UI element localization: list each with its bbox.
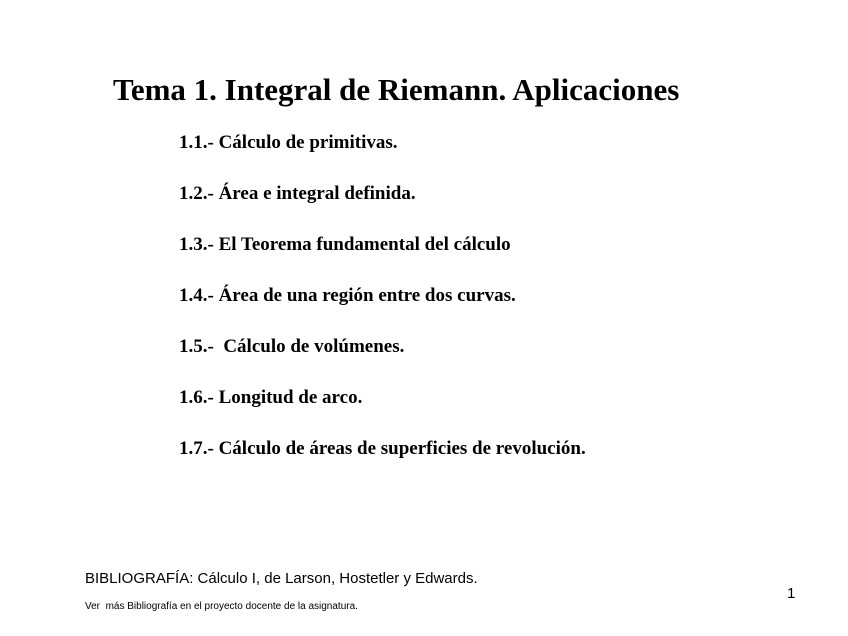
topic-item: 1.2.- Área e integral definida.	[179, 183, 416, 204]
bibliography-line: BIBLIOGRAFÍA: Cálculo I, de Larson, Hostetler y Edwards.	[85, 570, 478, 587]
topic-item: 1.3.- El Teorema fundamental del cálculo	[179, 234, 511, 255]
topic-item: 1.1.- Cálculo de primitivas.	[179, 132, 398, 153]
bibliography-note: Ver más Bibliografía en el proyecto docente de la asignatura.	[85, 601, 358, 612]
topic-item: 1.7.- Cálculo de áreas de superficies de revolución.	[179, 438, 586, 459]
topic-item: 1.6.- Longitud de arco.	[179, 387, 363, 408]
topic-item: 1.4.- Área de una región entre dos curvas.	[179, 285, 516, 306]
topic-list	[179, 128, 586, 485]
topic-item: 1.5.- Cálculo de volúmenes.	[179, 336, 405, 357]
slide-title: Tema 1. Integral de Riemann. Aplicaciones	[113, 72, 680, 107]
page-number: 1	[787, 585, 796, 602]
